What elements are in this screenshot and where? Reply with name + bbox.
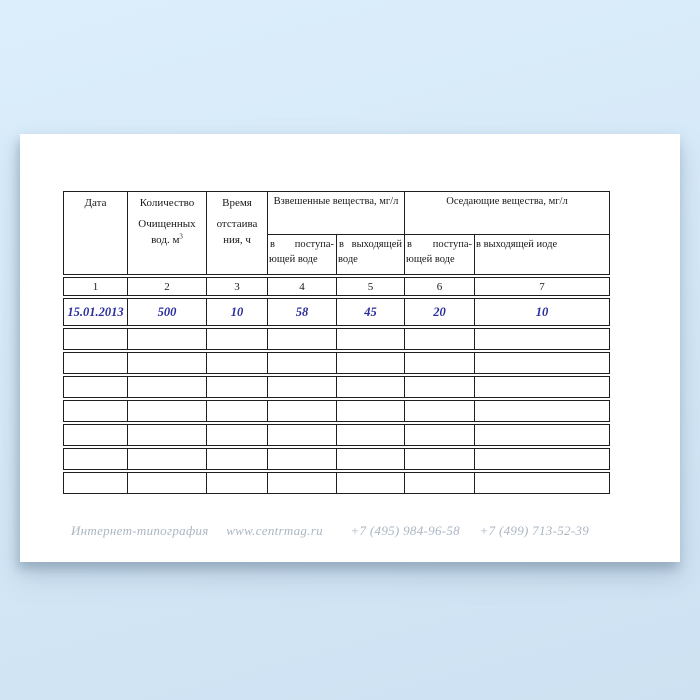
empty-row xyxy=(63,448,610,470)
col-number: 2 xyxy=(127,278,206,295)
entry-settling-in: 20 xyxy=(404,299,474,325)
entry-row xyxy=(63,298,610,326)
col-number: 7 xyxy=(474,278,609,295)
subheader-incoming-2: в поступа- ющей воде xyxy=(404,235,474,274)
header-quantity-line3: вод. $м^3$ xyxy=(151,232,183,246)
empty-row xyxy=(63,472,610,494)
page-sheet xyxy=(20,134,680,562)
entry-quantity: 500 xyxy=(127,299,206,325)
header-group-suspended: Взвешенные вещества, мг/л xyxy=(267,192,404,235)
empty-row xyxy=(63,352,610,374)
empty-row xyxy=(63,376,610,398)
col-number: 5 xyxy=(336,278,404,295)
empty-row xyxy=(63,328,610,350)
col-number: 1 xyxy=(92,280,99,293)
print-shop-name: Интернет-типография xyxy=(70,523,209,538)
cubic-meter-superscript: 3 xyxy=(179,232,183,241)
header-time-line2: отстаива xyxy=(216,218,258,230)
subheader-outgoing-2: в выходящей иоде xyxy=(474,235,609,274)
header-time-line3: ния, ч xyxy=(223,234,251,246)
subheader-outgoing-1: в выходящей воде xyxy=(336,235,404,274)
header-group-settling: Оседающие вещества, мг/л xyxy=(404,192,609,235)
col-number: 4 xyxy=(267,278,336,295)
entry-date: 15.01.2013 xyxy=(67,304,124,319)
log-table xyxy=(63,191,610,494)
header-time xyxy=(206,192,267,274)
header-time-line1: Время xyxy=(222,197,252,209)
header-quantity-line1: Количество xyxy=(139,197,195,209)
print-shop-phone-2: +7 (499) 713-52-39 xyxy=(479,523,590,538)
empty-row xyxy=(63,400,610,422)
header-quantity-line2: Очищенных xyxy=(138,218,196,230)
col-number: 3 xyxy=(206,278,267,295)
print-shop-url: www.centrmag.ru xyxy=(226,523,323,538)
empty-row xyxy=(63,424,610,446)
numbering-row xyxy=(63,277,610,296)
entry-time: 10 xyxy=(206,299,267,325)
print-shop-watermark xyxy=(0,523,660,539)
subheader-incoming-1: в поступа- ющей воде xyxy=(267,235,336,274)
header-date-label: Дата xyxy=(84,197,107,209)
col-number: 6 xyxy=(404,278,474,295)
entry-settling-out: 10 xyxy=(474,299,609,325)
entry-suspended-out: 45 xyxy=(336,299,404,325)
print-shop-phone-1: +7 (495) 984-96-58 xyxy=(350,523,460,538)
entry-suspended-in: 58 xyxy=(267,299,336,325)
header-date xyxy=(64,192,127,274)
table-header xyxy=(63,191,610,275)
header-quantity xyxy=(127,192,206,274)
